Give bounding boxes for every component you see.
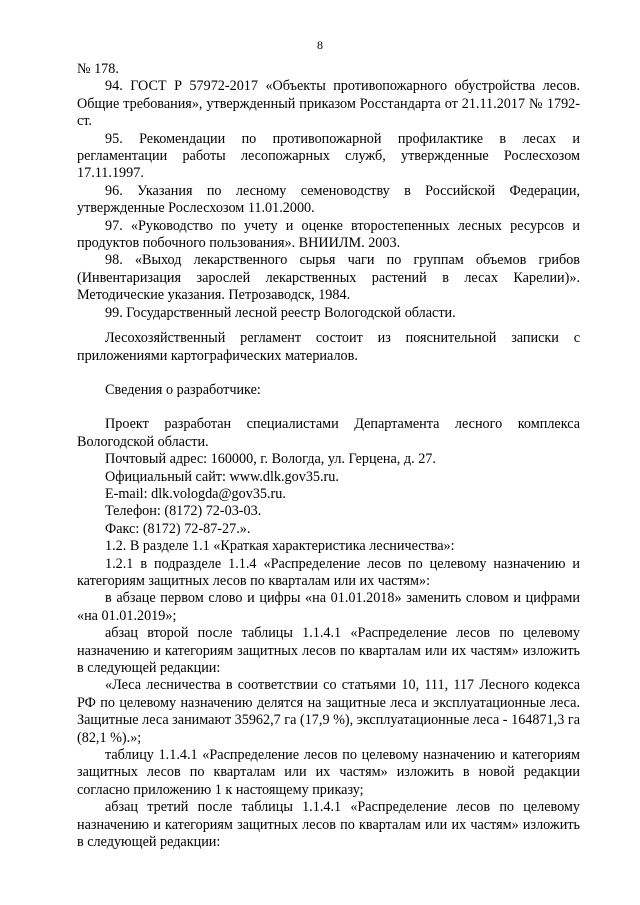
paragraph: абзац второй после таблицы 1.1.4.1 «Распределение лесов по целевому назначению и категориям защитных лесов по кварталам или их частям» изложить в следующей редакции: xyxy=(77,625,580,676)
paragraph: Сведения о разработчике: xyxy=(105,381,261,398)
paragraph: Телефон: (8172) 72-03-03. xyxy=(105,503,262,520)
paragraph-spacer xyxy=(77,365,580,382)
paragraph: 96. Указания по лесному семеноводству в Российской Федерации, утвержденные Рослесхозом 11.01.2000. xyxy=(77,182,580,217)
paragraph-spacer xyxy=(77,322,580,330)
paragraph: 1.2. В разделе 1.1 «Краткая характеристика лесничества»: xyxy=(105,538,455,555)
page-number: 8 xyxy=(317,38,323,52)
paragraph: 95. Рекомендации по противопожарной профилактике в лесах и регламентации работы лесопожарных служб, утвержденные Рослесхозом 17.11.1997. xyxy=(77,130,580,182)
paragraph: Официальный сайт: www.dlk.gov35.ru. xyxy=(105,468,339,485)
paragraph: 97. «Руководство по учету и оценке второстепенных лесных ресурсов и продуктов побочного пользования». ВНИИЛМ. 2003. xyxy=(77,217,580,252)
paragraph: 94. ГОСТ Р 57972-2017 «Объекты противопожарного обустройства лесов. Общие требования», утвержденный приказом Росстандарта от 21.11.2017 № 1792-ст. xyxy=(77,78,580,130)
paragraph: таблицу 1.1.4.1 «Распределение лесов по целевому назначению и категориям защитных лесов по кварталам или их частям» изложить в новой редакции согласно приложению 1 к настоящему приказу; xyxy=(77,747,580,798)
paragraph: E-mail: dlk.vologda@gov35.ru. xyxy=(105,485,286,502)
paragraph: абзац третий после таблицы 1.1.4.1 «Распределение лесов по целевому назначению и категориям защитных лесов по кварталам или их частям» изложить в следующей редакции: xyxy=(77,799,580,851)
paragraph: Проект разработан специалистами Департамента лесного комплекса Вологодской области. xyxy=(77,416,580,450)
paragraph-spacer xyxy=(77,399,580,416)
paragraph: Лесохозяйственный регламент состоит из пояснительной записки с приложениями картографических материалов. xyxy=(77,330,580,364)
paragraph: 1.2.1 в подразделе 1.1.4 «Распределение лесов по целевому назначению и категориям защитных лесов по кварталам или их частям»: xyxy=(77,555,580,589)
paragraph: 99. Государственный лесной реестр Вологодской области. xyxy=(105,304,456,321)
paragraph: «Леса лесничества в соответствии со статьями 10, 111, 117 Лесного кодекса РФ по целевому назначению делятся на защитные леса и эксплуатационные леса. Защитные леса занимают 35962,7 га (17,9 %), эксплуатационные леса - 164871,3 га (82,1 %).»; xyxy=(77,677,580,746)
paragraph: № 178. xyxy=(77,61,119,77)
paragraph: Факс: (8172) 72-87-27.». xyxy=(105,520,251,537)
document-body xyxy=(77,61,580,851)
paragraph: Почтовый адрес: 160000, г. Вологда, ул. Герцена, д. 27. xyxy=(105,451,436,468)
paragraph: в абзаце первом слово и цифры «на 01.01.2018» заменить словом и цифрами «на 01.01.2019»; xyxy=(77,590,580,624)
paragraph: 98. «Выход лекарственного сырья чаги по группам объемов грибов (Инвентаризация зарослей лекарственных растений в лесах Карелии)». Методические указания. Петрозаводск, 1984. xyxy=(77,252,580,304)
